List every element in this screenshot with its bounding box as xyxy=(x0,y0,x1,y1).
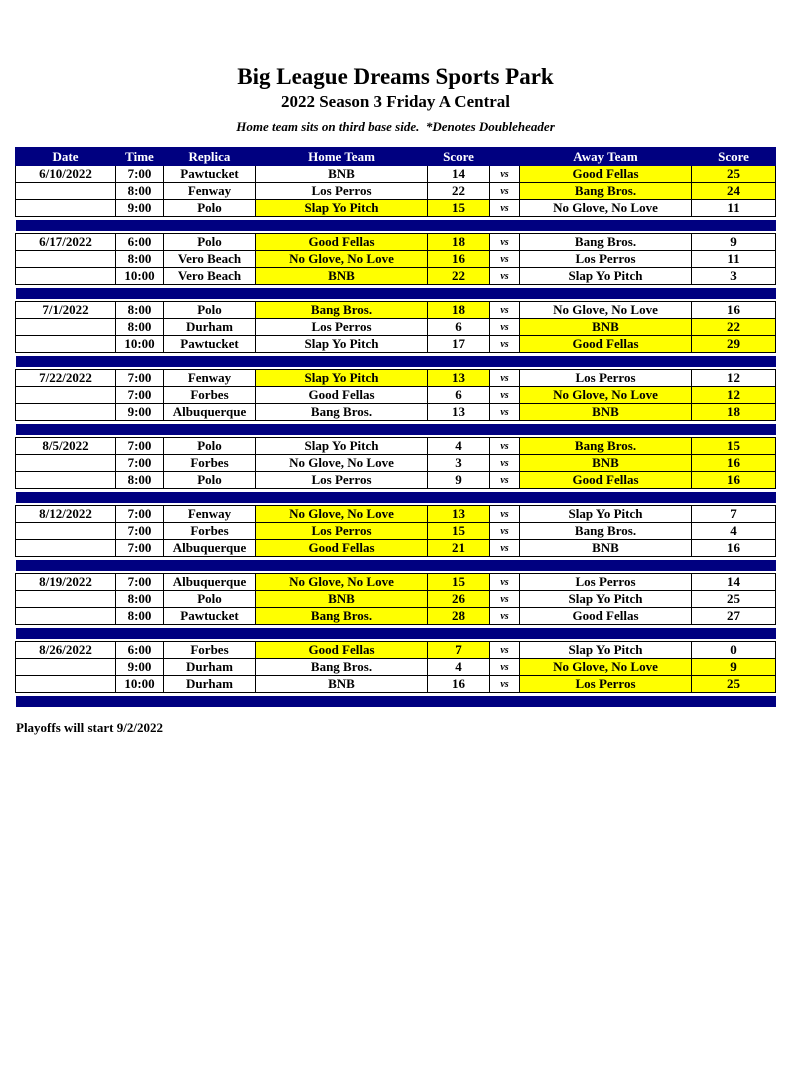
date-cell xyxy=(16,540,116,557)
schedule-row xyxy=(16,319,776,336)
date-cell xyxy=(16,608,116,625)
away-score-cell: 11 xyxy=(692,251,776,268)
vs-label: vs xyxy=(490,302,520,319)
vs-label: vs xyxy=(490,540,520,557)
away-team-cell: BNB xyxy=(520,455,692,472)
away-score-cell: 11 xyxy=(692,200,776,217)
schedule-row xyxy=(16,336,776,353)
away-team-cell: Slap Yo Pitch xyxy=(520,506,692,523)
time-cell: 8:00 xyxy=(116,183,164,200)
away-team-cell: Los Perros xyxy=(520,251,692,268)
group-separator-band xyxy=(16,288,776,299)
schedule-row xyxy=(16,676,776,693)
date-cell: 6/10/2022 xyxy=(16,166,116,183)
separator-bar xyxy=(16,696,776,707)
replica-cell: Polo xyxy=(164,438,256,455)
away-team-cell: BNB xyxy=(520,540,692,557)
replica-cell: Albuquerque xyxy=(164,540,256,557)
home-team-cell: Slap Yo Pitch xyxy=(256,370,428,387)
schedule-row xyxy=(16,506,776,523)
time-cell: 8:00 xyxy=(116,608,164,625)
date-cell: 8/26/2022 xyxy=(16,642,116,659)
home-team-cell: Bang Bros. xyxy=(256,659,428,676)
away-team-cell: Bang Bros. xyxy=(520,523,692,540)
home-score-cell: 3 xyxy=(428,455,490,472)
home-team-cell: No Glove, No Love xyxy=(256,251,428,268)
vs-label: vs xyxy=(490,608,520,625)
vs-label: vs xyxy=(490,200,520,217)
home-score-cell: 13 xyxy=(428,404,490,421)
vs-label: vs xyxy=(490,642,520,659)
home-score-cell: 28 xyxy=(428,608,490,625)
replica-cell: Polo xyxy=(164,591,256,608)
schedule-body xyxy=(16,166,776,710)
date-cell xyxy=(16,336,116,353)
date-cell xyxy=(16,183,116,200)
group-separator-band xyxy=(16,696,776,707)
home-team-cell: BNB xyxy=(256,268,428,285)
away-score-cell: 25 xyxy=(692,676,776,693)
time-cell: 7:00 xyxy=(116,523,164,540)
away-team-cell: Bang Bros. xyxy=(520,234,692,251)
away-score-cell: 27 xyxy=(692,608,776,625)
home-score-cell: 9 xyxy=(428,472,490,489)
replica-cell: Durham xyxy=(164,319,256,336)
date-cell xyxy=(16,404,116,421)
time-cell: 6:00 xyxy=(116,234,164,251)
date-cell xyxy=(16,455,116,472)
group-separator-band xyxy=(16,220,776,231)
replica-cell: Fenway xyxy=(164,506,256,523)
home-score-cell: 16 xyxy=(428,251,490,268)
date-cell: 6/17/2022 xyxy=(16,234,116,251)
time-cell: 7:00 xyxy=(116,540,164,557)
home-score-cell: 4 xyxy=(428,659,490,676)
replica-cell: Forbes xyxy=(164,387,256,404)
date-cell: 8/5/2022 xyxy=(16,438,116,455)
group-separator-band xyxy=(16,628,776,639)
home-team-cell: Bang Bros. xyxy=(256,404,428,421)
replica-cell: Fenway xyxy=(164,370,256,387)
away-score-cell: 15 xyxy=(692,438,776,455)
away-score-cell: 25 xyxy=(692,591,776,608)
away-team-cell: No Glove, No Love xyxy=(520,200,692,217)
replica-cell: Polo xyxy=(164,200,256,217)
time-cell: 8:00 xyxy=(116,251,164,268)
away-team-cell: Bang Bros. xyxy=(520,183,692,200)
replica-cell: Pawtucket xyxy=(164,608,256,625)
away-team-cell: Los Perros xyxy=(520,676,692,693)
date-cell xyxy=(16,659,116,676)
away-team-cell: Slap Yo Pitch xyxy=(520,642,692,659)
page-note: Home team sits on third base side. *Denotes Doubleheader xyxy=(236,119,555,134)
schedule-row xyxy=(16,523,776,540)
replica-cell: Durham xyxy=(164,676,256,693)
time-cell: 7:00 xyxy=(116,506,164,523)
vs-label: vs xyxy=(490,251,520,268)
home-team-cell: No Glove, No Love xyxy=(256,455,428,472)
away-team-cell: BNB xyxy=(520,319,692,336)
date-cell xyxy=(16,472,116,489)
separator-gap xyxy=(16,707,776,710)
away-team-cell: No Glove, No Love xyxy=(520,302,692,319)
schedule-row xyxy=(16,183,776,200)
vs-label: vs xyxy=(490,166,520,183)
away-team-cell: No Glove, No Love xyxy=(520,659,692,676)
away-score-cell: 24 xyxy=(692,183,776,200)
group-separator-band xyxy=(16,560,776,571)
header-row xyxy=(16,148,776,166)
date-cell xyxy=(16,523,116,540)
time-cell: 7:00 xyxy=(116,455,164,472)
date-cell xyxy=(16,251,116,268)
schedule-row xyxy=(16,642,776,659)
date-cell: 8/19/2022 xyxy=(16,574,116,591)
away-score-cell: 14 xyxy=(692,574,776,591)
vs-label: vs xyxy=(490,268,520,285)
home-score-cell: 15 xyxy=(428,200,490,217)
home-team-cell: No Glove, No Love xyxy=(256,574,428,591)
time-cell: 7:00 xyxy=(116,438,164,455)
home-team-cell: Good Fellas xyxy=(256,642,428,659)
schedule-row xyxy=(16,166,776,183)
away-score-cell: 29 xyxy=(692,336,776,353)
away-score-cell: 16 xyxy=(692,472,776,489)
vs-label: vs xyxy=(490,404,520,421)
replica-cell: Forbes xyxy=(164,642,256,659)
away-team-cell: Los Perros xyxy=(520,370,692,387)
vs-label: vs xyxy=(490,438,520,455)
vs-label: vs xyxy=(490,574,520,591)
home-team-cell: BNB xyxy=(256,676,428,693)
home-score-cell: 6 xyxy=(428,319,490,336)
date-cell xyxy=(16,268,116,285)
date-cell xyxy=(16,676,116,693)
page-subtitle: 2022 Season 3 Friday A Central xyxy=(280,92,511,111)
replica-cell: Pawtucket xyxy=(164,166,256,183)
time-cell: 7:00 xyxy=(116,370,164,387)
home-team-cell: Slap Yo Pitch xyxy=(256,336,428,353)
replica-cell: Polo xyxy=(164,472,256,489)
away-score-cell: 22 xyxy=(692,319,776,336)
away-team-cell: Good Fellas xyxy=(520,166,692,183)
group-separator-band xyxy=(16,492,776,503)
vs-label: vs xyxy=(490,234,520,251)
away-team-cell: Good Fellas xyxy=(520,472,692,489)
time-cell: 9:00 xyxy=(116,404,164,421)
home-team-cell: Slap Yo Pitch xyxy=(256,438,428,455)
replica-cell: Durham xyxy=(164,659,256,676)
col-header-away-score: Score xyxy=(692,148,776,166)
replica-cell: Fenway xyxy=(164,183,256,200)
date-cell: 7/22/2022 xyxy=(16,370,116,387)
home-score-cell: 22 xyxy=(428,268,490,285)
time-cell: 9:00 xyxy=(116,659,164,676)
schedule-row xyxy=(16,200,776,217)
group-separator-band xyxy=(16,356,776,367)
away-team-cell: Good Fellas xyxy=(520,336,692,353)
separator-bar xyxy=(16,492,776,503)
vs-label: vs xyxy=(490,659,520,676)
vs-label: vs xyxy=(490,506,520,523)
page-title: Big League Dreams Sports Park xyxy=(237,64,554,89)
away-score-cell: 0 xyxy=(692,642,776,659)
schedule-row xyxy=(16,268,776,285)
date-cell: 7/1/2022 xyxy=(16,302,116,319)
home-team-cell: Good Fellas xyxy=(256,387,428,404)
time-cell: 10:00 xyxy=(116,268,164,285)
replica-cell: Vero Beach xyxy=(164,251,256,268)
schedule-row xyxy=(16,438,776,455)
col-header-vs xyxy=(490,148,520,166)
away-team-cell: Good Fellas xyxy=(520,608,692,625)
col-header-home-team: Home Team xyxy=(256,148,428,166)
home-team-cell: Good Fellas xyxy=(256,234,428,251)
home-score-cell: 14 xyxy=(428,166,490,183)
time-cell: 8:00 xyxy=(116,591,164,608)
home-team-cell: Los Perros xyxy=(256,472,428,489)
schedule-row xyxy=(16,387,776,404)
home-score-cell: 15 xyxy=(428,523,490,540)
time-cell: 8:00 xyxy=(116,472,164,489)
replica-cell: Vero Beach xyxy=(164,268,256,285)
vs-label: vs xyxy=(490,591,520,608)
separator-bar xyxy=(16,628,776,639)
away-score-cell: 4 xyxy=(692,523,776,540)
away-score-cell: 16 xyxy=(692,302,776,319)
time-cell: 7:00 xyxy=(116,166,164,183)
away-score-cell: 9 xyxy=(692,659,776,676)
time-cell: 6:00 xyxy=(116,642,164,659)
away-team-cell: Los Perros xyxy=(520,574,692,591)
home-score-cell: 16 xyxy=(428,676,490,693)
away-score-cell: 3 xyxy=(692,268,776,285)
home-score-cell: 6 xyxy=(428,387,490,404)
schedule-row xyxy=(16,608,776,625)
separator-bar xyxy=(16,560,776,571)
schedule-row xyxy=(16,574,776,591)
date-cell xyxy=(16,591,116,608)
separator-bar xyxy=(16,424,776,435)
home-team-cell: Los Perros xyxy=(256,183,428,200)
schedule-row xyxy=(16,234,776,251)
away-score-cell: 9 xyxy=(692,234,776,251)
time-cell: 7:00 xyxy=(116,574,164,591)
home-score-cell: 4 xyxy=(428,438,490,455)
home-score-cell: 13 xyxy=(428,506,490,523)
replica-cell: Polo xyxy=(164,234,256,251)
home-team-cell: Bang Bros. xyxy=(256,302,428,319)
replica-cell: Albuquerque xyxy=(164,574,256,591)
away-score-cell: 12 xyxy=(692,387,776,404)
away-team-cell: No Glove, No Love xyxy=(520,387,692,404)
vs-label: vs xyxy=(490,472,520,489)
schedule-row xyxy=(16,455,776,472)
home-score-cell: 17 xyxy=(428,336,490,353)
replica-cell: Albuquerque xyxy=(164,404,256,421)
col-header-time: Time xyxy=(116,148,164,166)
time-cell: 8:00 xyxy=(116,319,164,336)
away-team-cell: Bang Bros. xyxy=(520,438,692,455)
replica-cell: Pawtucket xyxy=(164,336,256,353)
home-score-cell: 7 xyxy=(428,642,490,659)
home-score-cell: 21 xyxy=(428,540,490,557)
time-cell: 10:00 xyxy=(116,676,164,693)
vs-label: vs xyxy=(490,336,520,353)
away-team-cell: BNB xyxy=(520,404,692,421)
date-cell xyxy=(16,200,116,217)
replica-cell: Polo xyxy=(164,302,256,319)
vs-label: vs xyxy=(490,676,520,693)
time-cell: 10:00 xyxy=(116,336,164,353)
time-cell: 8:00 xyxy=(116,302,164,319)
date-cell: 8/12/2022 xyxy=(16,506,116,523)
time-cell: 7:00 xyxy=(116,387,164,404)
separator-bar xyxy=(16,356,776,367)
home-score-cell: 18 xyxy=(428,302,490,319)
schedule-row xyxy=(16,659,776,676)
schedule-row xyxy=(16,404,776,421)
group-separator-gap xyxy=(16,707,776,710)
home-team-cell: Los Perros xyxy=(256,319,428,336)
home-score-cell: 15 xyxy=(428,574,490,591)
home-score-cell: 13 xyxy=(428,370,490,387)
home-score-cell: 26 xyxy=(428,591,490,608)
away-score-cell: 18 xyxy=(692,404,776,421)
home-team-cell: BNB xyxy=(256,166,428,183)
home-team-cell: Slap Yo Pitch xyxy=(256,200,428,217)
separator-bar xyxy=(16,220,776,231)
vs-label: vs xyxy=(490,319,520,336)
col-header-away-team: Away Team xyxy=(520,148,692,166)
home-team-cell: Good Fellas xyxy=(256,540,428,557)
schedule-table xyxy=(15,147,776,710)
date-cell xyxy=(16,319,116,336)
away-score-cell: 16 xyxy=(692,455,776,472)
schedule-row xyxy=(16,251,776,268)
schedule-row xyxy=(16,540,776,557)
vs-label: vs xyxy=(490,387,520,404)
home-team-cell: BNB xyxy=(256,591,428,608)
away-team-cell: Slap Yo Pitch xyxy=(520,268,692,285)
footer-note: Playoffs will start 9/2/2022 xyxy=(16,719,163,735)
home-score-cell: 22 xyxy=(428,183,490,200)
away-team-cell: Slap Yo Pitch xyxy=(520,591,692,608)
away-score-cell: 7 xyxy=(692,506,776,523)
date-cell xyxy=(16,387,116,404)
vs-label: vs xyxy=(490,523,520,540)
col-header-home-score: Score xyxy=(428,148,490,166)
replica-cell: Forbes xyxy=(164,455,256,472)
schedule-row xyxy=(16,472,776,489)
away-score-cell: 16 xyxy=(692,540,776,557)
away-score-cell: 12 xyxy=(692,370,776,387)
vs-label: vs xyxy=(490,370,520,387)
schedule-row xyxy=(16,302,776,319)
time-cell: 9:00 xyxy=(116,200,164,217)
group-separator-band xyxy=(16,424,776,435)
vs-label: vs xyxy=(490,455,520,472)
away-score-cell: 25 xyxy=(692,166,776,183)
vs-label: vs xyxy=(490,183,520,200)
replica-cell: Forbes xyxy=(164,523,256,540)
col-header-date: Date xyxy=(16,148,116,166)
home-team-cell: No Glove, No Love xyxy=(256,506,428,523)
home-score-cell: 18 xyxy=(428,234,490,251)
separator-bar xyxy=(16,288,776,299)
schedule-row xyxy=(16,591,776,608)
col-header-replica: Replica xyxy=(164,148,256,166)
schedule-row xyxy=(16,370,776,387)
home-team-cell: Bang Bros. xyxy=(256,608,428,625)
home-team-cell: Los Perros xyxy=(256,523,428,540)
